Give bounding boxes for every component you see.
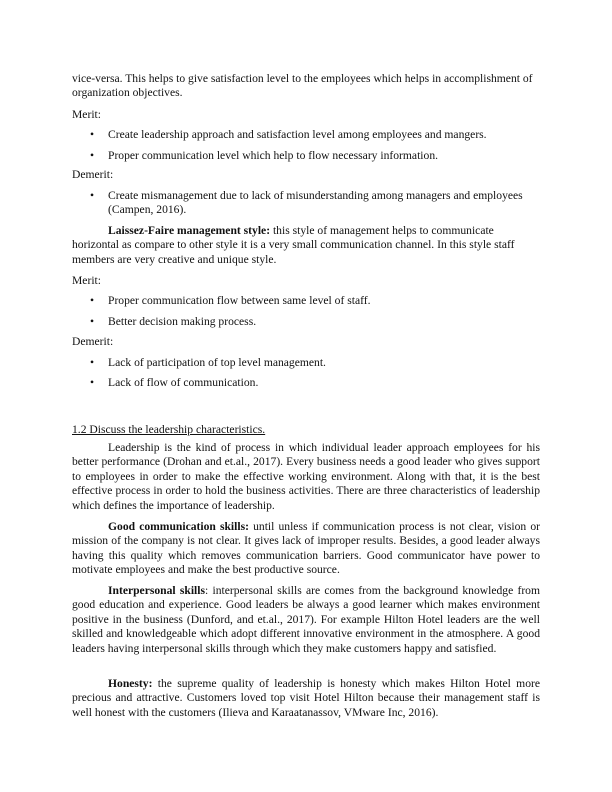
list-item-text: Lack of flow of communication. bbox=[108, 376, 259, 389]
laissez-faire-paragraph bbox=[72, 224, 540, 267]
list-item-text: Better decision making process. bbox=[108, 315, 257, 328]
list-item bbox=[90, 356, 540, 370]
merit-label: Merit: bbox=[72, 108, 101, 121]
merit-label: Merit: bbox=[72, 274, 101, 287]
bullet-icon: • bbox=[90, 149, 95, 162]
bullet-icon: • bbox=[90, 356, 95, 369]
paragraph-text: the supreme quality of leadership is honesty which makes Hilton Hotel more precious and attractive. Customers loved top visit Hotel Hilton because their management staff is well honest with the customers (Ilieva and Karaatanassov, VMware Inc, 2016). bbox=[72, 677, 540, 719]
bullet-icon: • bbox=[90, 315, 95, 328]
laissez-faire-heading: Laissez-Faire management style: bbox=[108, 224, 271, 237]
bullet-icon: • bbox=[90, 294, 95, 307]
demerit-label: Demerit: bbox=[72, 168, 114, 181]
demerit-label: Demerit: bbox=[72, 335, 114, 348]
bullet-icon: • bbox=[90, 376, 95, 389]
paragraph-term: Honesty: bbox=[108, 677, 153, 690]
section-heading: 1.2 Discuss the leadership characteristics. bbox=[72, 423, 266, 436]
list-item-text: Create mismanagement due to lack of misunderstanding among managers and employees (Campen, 2016). bbox=[108, 189, 523, 217]
leadership-intro-paragraph: Leadership is the kind of process in which individual leader approach employees for his better performance (Drohan and et.al., 2017). Every business needs a good leader who gives support to employees in order to make the effective working environment. Along with that, it is the best effective process in order to hold the business activities. There are three characteristics of leadership which defines the importance of leadership. bbox=[72, 441, 540, 512]
interpersonal-skills-paragraph bbox=[72, 584, 540, 656]
list-item bbox=[90, 376, 540, 390]
intro-paragraph: vice-versa. This helps to give satisfaction level to the employees which helps in accomplishment of organization objectives. bbox=[72, 72, 533, 100]
list-item bbox=[90, 149, 540, 163]
paragraph-text: : interpersonal skills are comes from the background knowledge from good education and experience. Good leaders be always a good learner which makes environment positive in the business (Dunford, and et.al., 2017). For example Hilton Hotel leaders are the well skilled and knowledgeable which adopt different innovative environment in the atmosphere. A good leaders having interpersonal skills through which they make customers happy and satisfied. bbox=[72, 584, 541, 655]
bullet-icon: • bbox=[90, 189, 95, 202]
bullet-icon: • bbox=[90, 128, 95, 141]
list-item bbox=[90, 294, 540, 308]
list-item-text: Lack of participation of top level management. bbox=[108, 356, 326, 369]
honesty-paragraph bbox=[72, 677, 540, 720]
paragraph-term: Good communication skills: bbox=[108, 520, 249, 533]
list-item-text: Proper communication flow between same level of staff. bbox=[108, 294, 371, 307]
laissez-faire-text: this style of management helps to communicate horizontal as compare to other style it is a very small communication channel. In this style staff members are very creative and unique style. bbox=[72, 224, 515, 266]
list-item bbox=[90, 315, 540, 329]
list-item-text: Create leadership approach and satisfaction level among employees and mangers. bbox=[108, 128, 487, 141]
list-item bbox=[90, 128, 540, 142]
paragraph-term: Interpersonal skills bbox=[108, 584, 206, 597]
list-item-text: Proper communication level which help to flow necessary information. bbox=[108, 149, 439, 162]
paragraph-text: until unless if communication process is not clear, vision or mission of the company is not clear. It gives lack of improper results. Besides, a good leader always having this quality which removes communication barriers. Good communicator have power to motivate employees and make the best productive source. bbox=[72, 520, 541, 577]
list-item bbox=[90, 189, 540, 218]
communication-skills-paragraph bbox=[72, 520, 540, 578]
